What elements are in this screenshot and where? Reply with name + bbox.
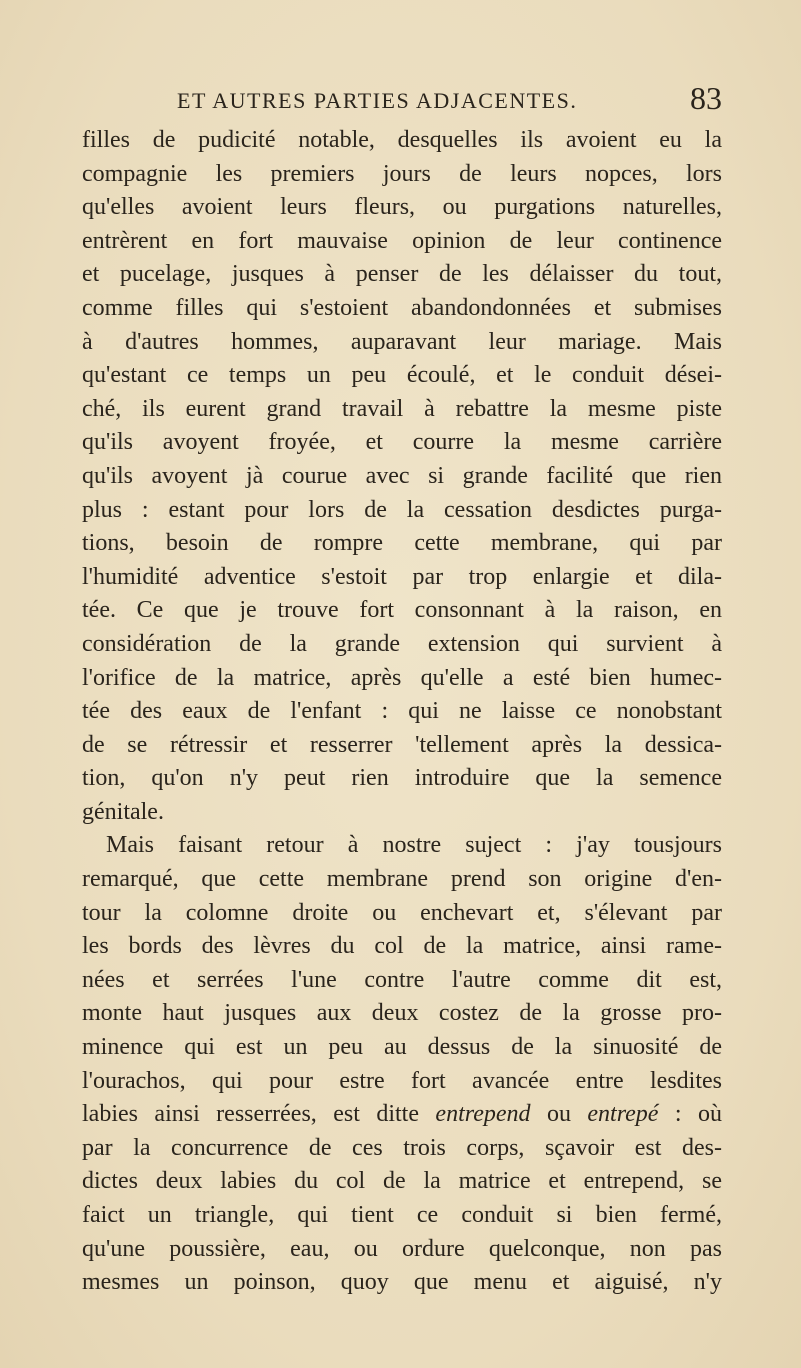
running-head-title: ET AUTRES PARTIES ADJACENTES.	[177, 88, 578, 113]
italic-term-entrepe: entrepé	[587, 1101, 659, 1128]
text-line: remarqué, que cette membrane prend son origine d'en-	[82, 866, 722, 893]
text-line: par la concurrence de ces trois corps, sçavoir est des-	[82, 1134, 722, 1161]
text-line: compagnie les premiers jours de leurs nopces, lors	[82, 160, 722, 187]
text-line: comme filles qui s'estoient abandondonnées et submises	[82, 294, 722, 321]
text-line: nées et serrées l'une contre l'autre comme dit est,	[82, 966, 722, 993]
text-line-with-italics	[82, 1098, 722, 1132]
text-line: tions, besoin de rompre cette membrane, qui par	[82, 530, 722, 557]
text-line: l'ourachos, qui pour estre fort avancée entre lesdites	[82, 1067, 722, 1094]
text-line: faict un triangle, qui tient ce conduit si bien fermé,	[82, 1202, 722, 1228]
line-segment: : où	[658, 1101, 722, 1128]
text-line: à d'autres hommes, auparavant leur mariage. Mais	[82, 328, 722, 355]
text-line: les bords des lèvres du col de la matrice, ainsi rame-	[82, 933, 722, 960]
text-line: l'orifice de la matrice, après qu'elle a esté bien humec-	[82, 664, 722, 691]
text-line: minence qui est un peu au dessus de la sinuosité de	[82, 1034, 722, 1061]
text-line: qu'une poussière, eau, ou ordure quelconque, non pas	[82, 1235, 722, 1262]
text-line: plus : estant pour lors de la cessation desdictes purga-	[82, 496, 722, 523]
text-line: qu'ils avoyent jà courue avec si grande facilité que rien	[82, 462, 722, 489]
text-line: l'humidité adventice s'estoit par trop enlargie et dila-	[82, 563, 722, 590]
text-line: entrèrent en fort mauvaise opinion de leur continence	[82, 227, 722, 254]
italic-term-entrepend: entrepend	[435, 1101, 531, 1128]
text-line: tée des eaux de l'enfant : qui ne laisse ce nonobstant	[82, 698, 722, 725]
text-line: tion, qu'on n'y peut rien introduire que la semence	[82, 765, 722, 792]
page-number: 83	[690, 80, 722, 116]
line-segment: labies ainsi resserrées, est ditte	[82, 1101, 436, 1128]
line-segment: ou	[530, 1101, 588, 1128]
text-line: qu'estant ce temps un peu écoulé, et le conduit dései-	[82, 362, 722, 389]
paragraph-end-line: génitale.	[82, 798, 164, 825]
text-line: tée. Ce que je trouve fort consonnant à la raison, en	[82, 597, 722, 624]
text-line: ché, ils eurent grand travail à rebattre la mesme piste	[82, 395, 722, 422]
paragraph-start-line: Mais faisant retour à nostre suject : j'ay tousjours	[106, 832, 722, 859]
text-line: de se rétressir et resserrer 'tellement après la dessica-	[82, 731, 722, 758]
text-line: qu'ils avoyent froyée, et courre la mesme carrière	[82, 429, 722, 456]
text-line: considération de la grande extension qui survient à	[82, 630, 722, 657]
text-line: mesmes un poinson, quoy que menu et aiguisé, n'y	[82, 1269, 722, 1296]
text-line: dictes deux labies du col de la matrice et entrepend, se	[82, 1168, 722, 1195]
text-line: qu'elles avoient leurs fleurs, ou purgations naturelles,	[82, 194, 722, 221]
running-head	[82, 74, 722, 122]
body-text	[82, 124, 722, 1300]
text-line: et pucelage, jusques à penser de les délaisser du tout,	[82, 261, 722, 288]
text-line: filles de pudicité notable, desquelles ils avoient eu la	[82, 127, 722, 153]
text-line: tour la colomne droite ou enchevart et, s'élevant par	[82, 899, 722, 926]
text-line: monte haut jusques aux deux costez de la grosse pro-	[82, 1000, 722, 1027]
